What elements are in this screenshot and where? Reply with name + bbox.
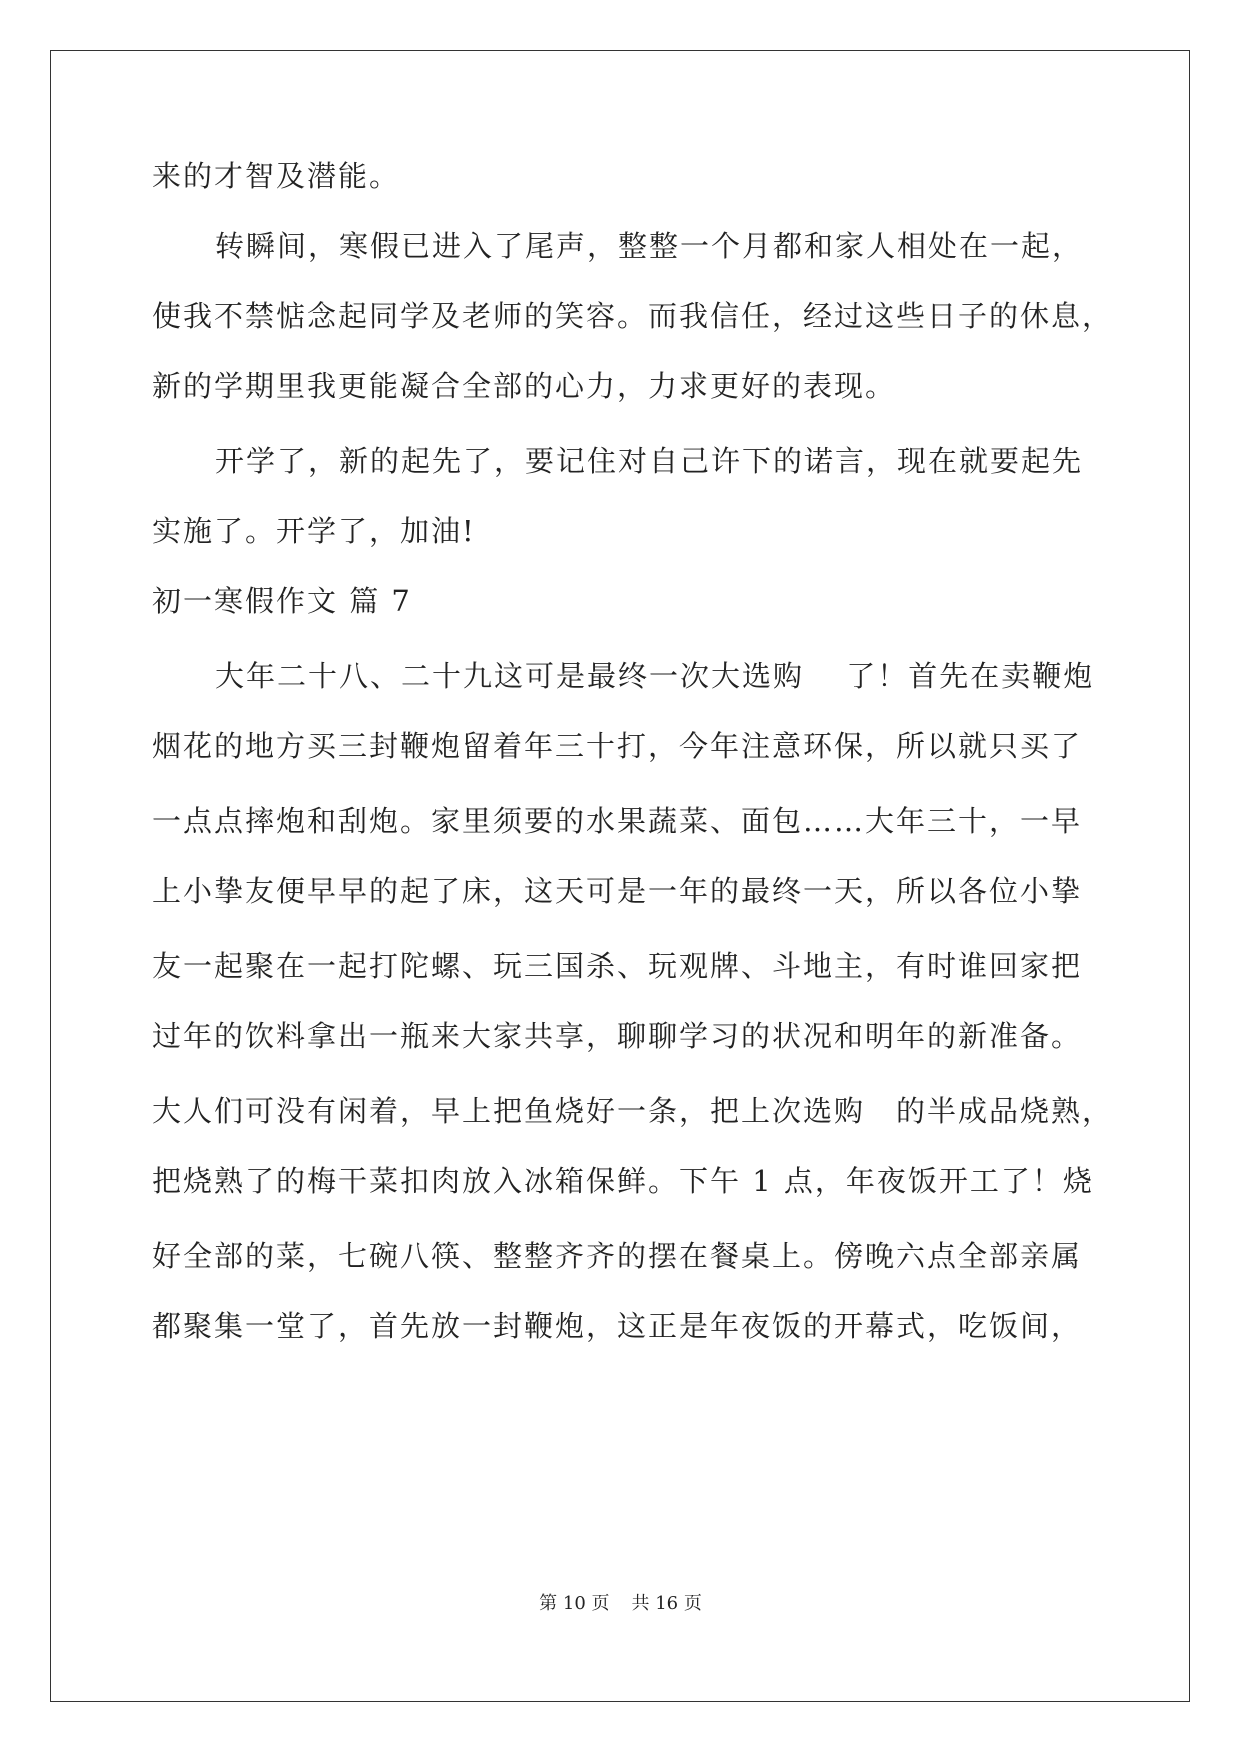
text-line: 烟花的地方买三封鞭炮留着年三十打，今年注意环保，所以就只买了 [152,729,1083,763]
text-line: 好全部的菜，七碗八筷、整整齐齐的摆在餐桌上。傍晚六点全部亲属 [152,1239,1083,1273]
text-line: 都聚集一堂了，首先放一封鞭炮，这正是年夜饭的开幕式，吃饭间， [152,1309,1083,1343]
paragraph-start: 转瞬间，寒假已进入了尾声，整整一个月都和家人相处在一起， [215,229,1084,263]
paragraph-start: 大年二十八、二十九这可是最终一次大选购 了！首先在卖鞭炮 [215,659,1095,693]
text-line: 大人们可没有闲着，早上把鱼烧好一条，把上次选购 的半成品烧熟， [152,1094,1114,1128]
page-number: 第 10 页 [539,1593,610,1614]
paragraph-start: 开学了，新的起先了，要记住对自己许下的诺言，现在就要起先 [215,444,1084,478]
text-line: 实施了。开学了，加油! [152,514,476,548]
text-line: 友一起聚在一起打陀螺、玩三国杀、玩观牌、斗地主，有时谁回家把 [152,949,1083,983]
text-line: 过年的饮料拿出一瓶来大家共享，聊聊学习的状况和明年的新准备。 [152,1019,1083,1053]
text-line: 把烧熟了的梅干菜扣肉放入冰箱保鲜。下午 1 点，年夜饭开工了！烧 [152,1164,1094,1198]
text-line: 新的学期里我更能凝合全部的心力，力求更好的表现。 [152,369,897,403]
text-line: 使我不禁惦念起同学及老师的笑容。而我信任，经过这些日子的休息， [152,299,1114,333]
page-footer [0,1592,1241,1616]
text-line: 一点点摔炮和刮炮。家里须要的水果蔬菜、面包……大年三十，一早 [152,804,1083,838]
text-line: 上小挚友便早早的起了床，这天可是一年的最终一天，所以各位小挚 [152,874,1083,908]
page-total: 共 16 页 [631,1593,702,1614]
section-heading: 初一寒假作文 篇 7 [152,584,412,618]
text-line: 来的才智及潜能。 [152,159,401,193]
